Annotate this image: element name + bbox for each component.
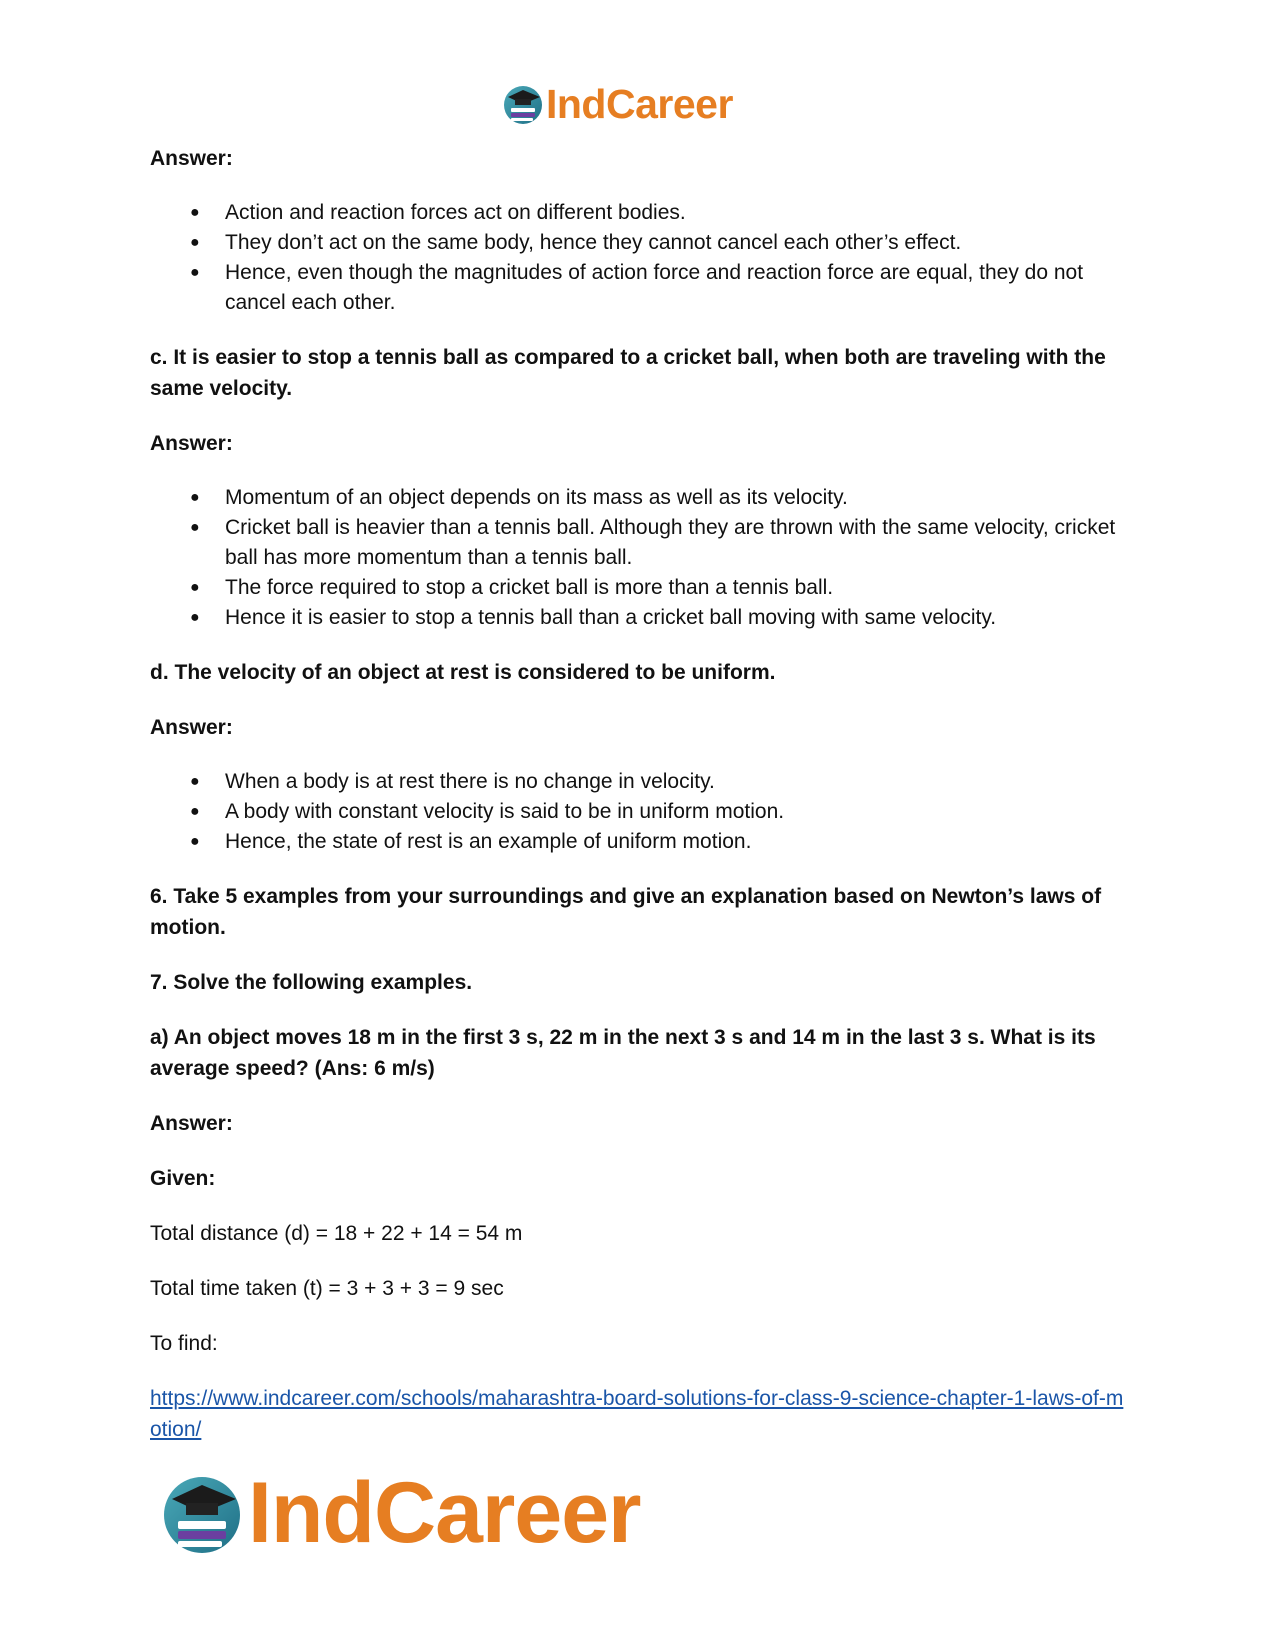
list-item	[150, 258, 1130, 318]
list-item-text: Hence, even though the magnitudes of action force and reaction force are equal, they do not cancel each other.	[225, 261, 1084, 314]
logo-wordmark: IndCareer	[248, 1464, 641, 1561]
bullet-icon: ●	[190, 234, 200, 251]
graduation-cap-icon	[160, 1471, 244, 1555]
list-item-text: Momentum of an object depends on its mass as well as its velocity.	[225, 486, 848, 509]
section-heading: c. It is easier to stop a tennis ball as compared to a cricket ball, when both are traveling with the same velocity.	[150, 346, 1106, 400]
list-item	[150, 573, 1130, 603]
list-item	[150, 198, 1130, 228]
bullet-icon: ●	[190, 204, 200, 221]
logo-wordmark: IndCareer	[546, 80, 733, 127]
section-heading: Answer:	[150, 147, 233, 170]
paragraph: Total time taken (t) = 3 + 3 + 3 = 9 sec	[150, 1277, 504, 1300]
list-item	[150, 797, 1130, 827]
list-item	[150, 228, 1130, 258]
list-item	[150, 767, 1130, 797]
bullet-list	[150, 767, 1130, 857]
bullet-icon: ●	[190, 519, 200, 536]
source-link[interactable]: https://www.indcareer.com/schools/maharashtra-board-solutions-for-class-9-science-chapter-1-laws-of-motion/	[150, 1387, 1124, 1441]
document-body	[150, 143, 1130, 1445]
list-item-text: Cricket ball is heavier than a tennis ball. Although they are thrown with the same velocity, cricket ball has more momentum than a tennis ball.	[225, 516, 1116, 569]
list-item-text: Hence, the state of rest is an example of uniform motion.	[225, 830, 752, 853]
list-item-text: When a body is at rest there is no change in velocity.	[225, 770, 715, 793]
section-heading: Answer:	[150, 716, 233, 739]
list-item-text: The force required to stop a cricket ball is more than a tennis ball.	[225, 576, 834, 599]
section-heading: a) An object moves 18 m in the first 3 s, 22 m in the next 3 s and 14 m in the last 3 s. What is its average speed? (Ans: 6 m/s)	[150, 1026, 1096, 1080]
bullet-icon: ●	[190, 833, 200, 850]
list-item-text: They don’t act on the same body, hence they cannot cancel each other’s effect.	[225, 231, 962, 254]
list-item-text: A body with constant velocity is said to be in uniform motion.	[225, 800, 785, 823]
graduation-cap-icon	[502, 83, 544, 125]
section-heading: Answer:	[150, 1112, 233, 1135]
section-heading: d. The velocity of an object at rest is considered to be uniform.	[150, 661, 776, 684]
section-heading: 6. Take 5 examples from your surroundings and give an explanation based on Newton’s laws of motion.	[150, 885, 1102, 939]
bullet-icon: ●	[190, 264, 200, 281]
header-logo	[502, 80, 733, 128]
list-item	[150, 513, 1130, 573]
list-item	[150, 603, 1130, 633]
list-item	[150, 483, 1130, 513]
paragraph: To find:	[150, 1332, 218, 1355]
bullet-icon: ●	[190, 803, 200, 820]
bullet-icon: ●	[190, 609, 200, 626]
bullet-icon: ●	[190, 489, 200, 506]
bullet-list	[150, 483, 1130, 633]
bullet-list	[150, 198, 1130, 318]
list-item	[150, 827, 1130, 857]
section-heading: 7. Solve the following examples.	[150, 971, 473, 994]
footer-logo	[160, 1464, 641, 1561]
bullet-icon: ●	[190, 773, 200, 790]
list-item-text: Action and reaction forces act on different bodies.	[225, 201, 686, 224]
section-heading: Given:	[150, 1167, 216, 1190]
list-item-text: Hence it is easier to stop a tennis ball than a cricket ball moving with same velocity.	[225, 606, 997, 629]
section-heading: Answer:	[150, 432, 233, 455]
bullet-icon: ●	[190, 579, 200, 596]
paragraph: Total distance (d) = 18 + 22 + 14 = 54 m	[150, 1222, 523, 1245]
